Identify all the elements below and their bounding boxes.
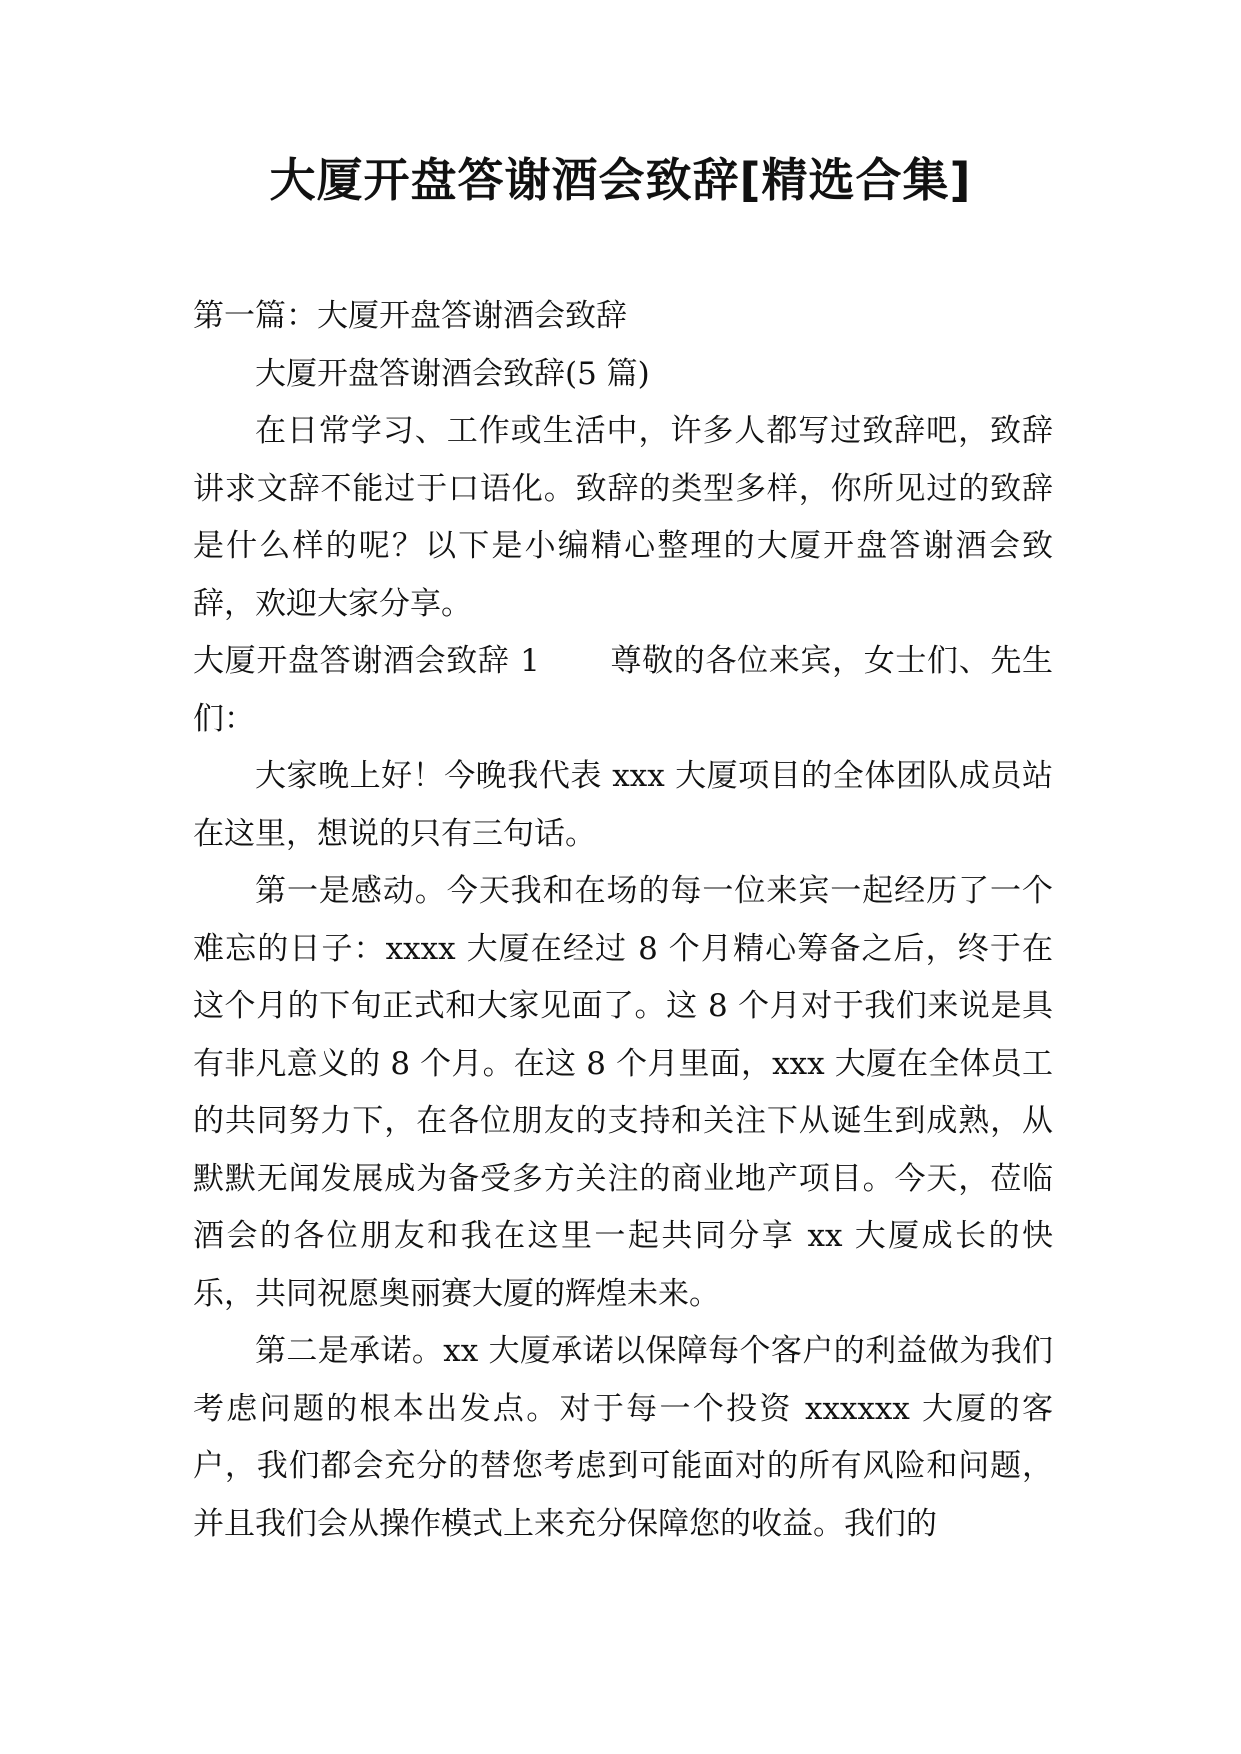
body-paragraph-3: 第二是承诺。xx 大厦承诺以保障每个客户的利益做为我们考虑问题的根本出发点。对于每一个投资 xxxxxx 大厦的客户，我们都会充分的替您考虑到可能面对的所有风险和问题，并且我们会从操作模式上来充分保障您的收益。我们的 — [193, 1333, 1053, 1542]
speech-heading-line — [193, 633, 1053, 748]
body-paragraph-1: 大家晚上好！今晚我代表 xxx 大厦项目的全体团队成员站在这里，想说的只有三句话。 — [193, 758, 1053, 852]
salutation: 尊敬的各位来宾，女士们、先生们： — [193, 643, 1054, 737]
body-paragraph-2: 第一是感动。今天我和在场的每一位来宾一起经历了一个难忘的日子：xxxx 大厦在经过 8 个月精心筹备之后，终于在这个月的下旬正式和大家见面了。这 8 个月对于我们来说是具有非凡意义的 8 个月。在这 8 个月里面，xxx 大厦在全体员工的共同努力下，在各位朋友的支持和关注下从诞生到成熟，从默默无闻发展成为备受多方关注的商业地产项目。今天，莅临酒会的各位朋友和我在这里一起共同分享 xx 大厦成长的快乐，共同祝愿奥丽赛大厦的辉煌未来。 — [193, 873, 1053, 1312]
speech-label: 大厦开盘答谢酒会致辞 1 — [193, 643, 540, 679]
document-title: 大厦开盘答谢酒会致辞[精选合集] — [269, 153, 972, 207]
section-heading: 第一篇：大厦开盘答谢酒会致辞 — [193, 298, 627, 334]
subtitle: 大厦开盘答谢酒会致辞(5 篇) — [255, 355, 650, 392]
document-body — [193, 288, 1053, 1553]
intro-paragraph: 在日常学习、工作或生活中，许多人都写过致辞吧，致辞讲求文辞不能过于口语化。致辞的类型多样，你所见过的致辞是什么样的呢？以下是小编精心整理的大厦开盘答谢酒会致辞，欢迎大家分享。 — [193, 413, 1053, 622]
